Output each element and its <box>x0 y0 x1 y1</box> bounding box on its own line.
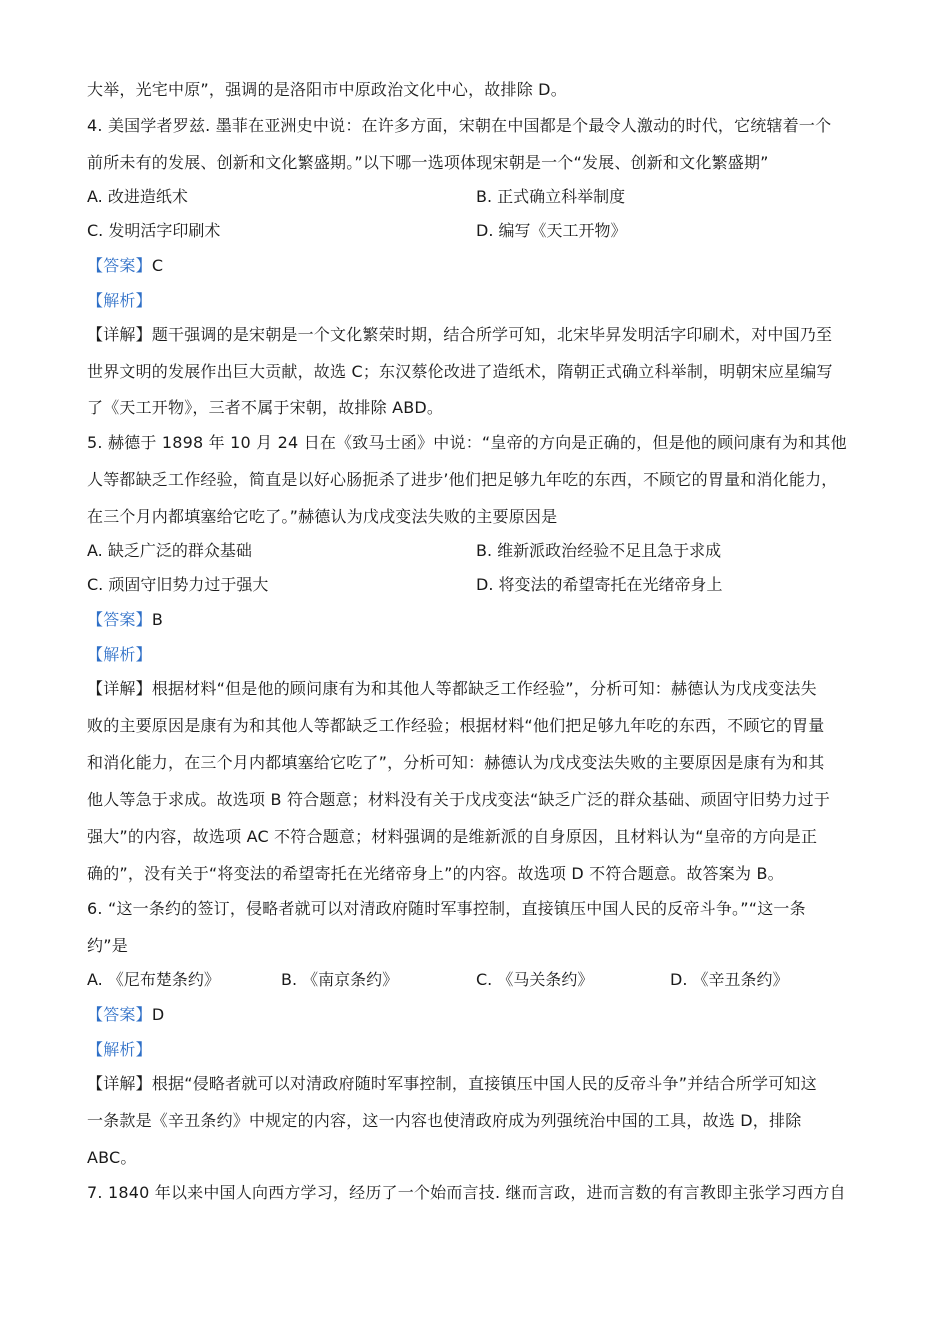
q4-option-c: C. 发明活字印刷术 <box>87 221 221 240</box>
q6-detail-text-1: 根据“侵略者就可以对清政府随时军事控制，直接镇压中国人民的反帝斗争”并结合所学可知这 <box>151 1074 817 1093</box>
q5-detail-line-3: 和消化能力，在三个月内都填塞给它吃了”，分析可知：赫德认为戊戌变法失败的主要原因是康有为和其 <box>87 753 825 772</box>
q6-option-c: C. 《马关条约》 <box>476 970 594 989</box>
q5-detail-line-1 <box>87 678 867 700</box>
q4-option-d: D. 编写《天工开物》 <box>476 221 627 240</box>
analysis-tag: 【解析】 <box>87 645 152 664</box>
q4-option-b: B. 正式确立科举制度 <box>476 187 626 206</box>
detail-tag: 【详解】 <box>87 325 152 344</box>
q5-detail-line-5: 强大”的内容，故选项 AC 不符合题意；材料强调的是维新派的自身原因，且材料认为“皇帝的方向是正 <box>87 827 818 846</box>
q6-detail-line-2: 一条款是《辛丑条约》中规定的内容，这一内容也使清政府成为列强统治中国的工具，故选 D，排除 <box>87 1111 802 1130</box>
q5-stem-line-3: 在三个月内都填塞给它吃了。”赫德认为戊戌变法失败的主要原因是 <box>87 507 558 526</box>
q5-option-b: B. 维新派政治经验不足且急于求成 <box>476 541 722 560</box>
q4-option-a: A. 改进造纸术 <box>87 187 188 206</box>
q4-detail-line-3: 了《天工开物》，三者不属于宋朝，故排除 ABD。 <box>87 398 444 417</box>
q5-analysis-row <box>87 644 867 666</box>
q4-stem-line-1: 4. 美国学者罗兹. 墨菲在亚洲史中说：在许多方面，宋朝在中国都是个最令人激动的时代，它统辖着一个 <box>87 116 832 135</box>
answer-tag: 【答案】 <box>87 256 152 275</box>
q6-option-d: D. 《辛丑条约》 <box>670 970 789 989</box>
q5-option-d: D. 将变法的希望寄托在光绪帝身上 <box>476 575 723 594</box>
answer-tag: 【答案】 <box>87 610 152 629</box>
q4-answer-row <box>87 255 867 277</box>
q6-option-a: A. 《尼布楚条约》 <box>87 970 220 989</box>
analysis-tag: 【解析】 <box>87 291 152 310</box>
detail-tag: 【详解】 <box>87 1074 152 1093</box>
q6-stem-line-1: 6. “这一条约的签订，侵略者就可以对清政府随时军事控制，直接镇压中国人民的反帝斗争。”“这一条 <box>87 899 806 918</box>
q5-detail-line-4: 他人等急于求成。故选项 B 符合题意；材料没有关于戊戌变法“缺乏广泛的群众基础、顽固守旧势力过于 <box>87 790 831 809</box>
q5-answer-row <box>87 609 867 631</box>
q5-stem-line-1: 5. 赫德于 1898 年 10 月 24 日在《致马士函》中说：“皇帝的方向是正确的，但是他的顾问康有为和其他 <box>87 433 847 452</box>
q7-stem-line-1: 7. 1840 年以来中国人向西方学习，经历了一个始而言技. 继而言政，进而言数的有言教即主张学习西方自 <box>87 1183 846 1202</box>
q4-detail-line-1 <box>87 324 867 346</box>
q5-detail-line-6: 确的”，没有关于“将变法的希望寄托在光绪帝身上”的内容。故选项 D 不符合题意。故答案为 B。 <box>87 864 784 883</box>
q4-detail-line-2: 世界文明的发展作出巨大贡献，故选 C；东汉蔡伦改进了造纸术，隋朝正式确立科举制，明朝宋应星编写 <box>87 362 833 381</box>
q4-analysis-row <box>87 290 867 312</box>
q6-option-b: B. 《南京条约》 <box>281 970 399 989</box>
q6-detail-line-3: ABC。 <box>87 1148 137 1167</box>
q5-detail-text-1: 根据材料“但是他的顾问康有为和其他人等都缺乏工作经验”，分析可知：赫德认为戊戌变法失 <box>151 679 817 698</box>
q4-detail-text-1: 题干强调的是宋朝是一个文化繁荣时期，结合所学可知，北宋毕昇发明活字印刷术，对中国乃至 <box>151 325 833 344</box>
q6-analysis-row <box>87 1039 867 1061</box>
q6-answer-row <box>87 1004 867 1026</box>
q6-stem-line-2: 约”是 <box>87 936 128 955</box>
q5-answer: B <box>151 610 163 629</box>
answer-tag: 【答案】 <box>87 1005 152 1024</box>
q4-stem-line-2: 前所未有的发展、创新和文化繁盛期。”以下哪一选项体现宋朝是一个“发展、创新和文化繁盛期” <box>87 153 769 172</box>
q5-detail-line-2: 败的主要原因是康有为和其他人等都缺乏工作经验；根据材料“他们把足够九年吃的东西，不顾它的胃量 <box>87 716 825 735</box>
intro-text: 大举，光宅中原”，强调的是洛阳市中原政治文化中心，故排除 D。 <box>87 80 567 99</box>
q5-stem-line-2: 人等都缺乏工作经验，简直是以好心肠扼杀了进步’他们把足够九年吃的东西，不顾它的胃量和消化能力， <box>87 470 838 489</box>
q5-option-c: C. 顽固守旧势力过于强大 <box>87 575 269 594</box>
analysis-tag: 【解析】 <box>87 1040 152 1059</box>
q6-detail-line-1 <box>87 1073 867 1095</box>
q4-answer: C <box>151 256 164 275</box>
q6-answer: D <box>151 1005 165 1024</box>
detail-tag: 【详解】 <box>87 679 152 698</box>
q5-option-a: A. 缺乏广泛的群众基础 <box>87 541 252 560</box>
